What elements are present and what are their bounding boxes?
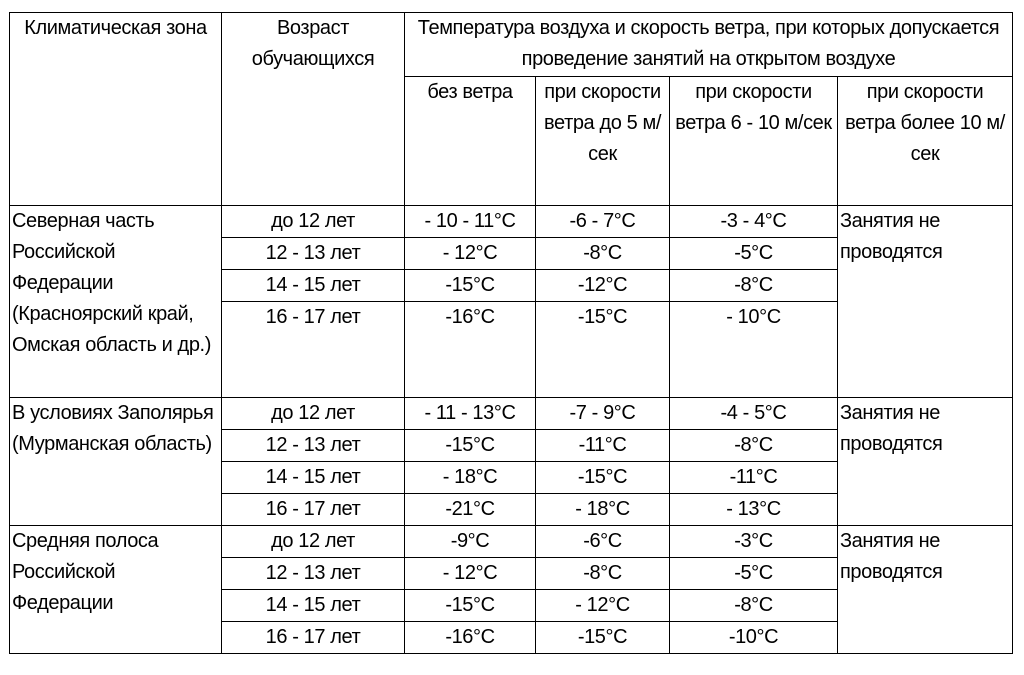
value-wind-to-5: -15°С bbox=[536, 462, 670, 494]
value-wind-6-10: - 13°С bbox=[670, 494, 838, 526]
table-row bbox=[10, 526, 1013, 558]
value-wind-to-5: -6°С bbox=[536, 526, 670, 558]
value-wind-6-10: -8°С bbox=[670, 430, 838, 462]
value-wind-6-10: -11°С bbox=[670, 462, 838, 494]
note-no-classes: Занятия не проводятся bbox=[838, 526, 1013, 654]
value-no-wind: -15°С bbox=[405, 270, 536, 302]
age-cell: до 12 лет bbox=[222, 526, 405, 558]
value-wind-to-5: -7 - 9°С bbox=[536, 398, 670, 430]
value-wind-6-10: -5°С bbox=[670, 558, 838, 590]
value-no-wind: - 18°С bbox=[405, 462, 536, 494]
value-wind-to-5: -15°С bbox=[536, 622, 670, 654]
table-row bbox=[10, 206, 1013, 238]
value-wind-to-5: -12°С bbox=[536, 270, 670, 302]
value-wind-to-5: -8°С bbox=[536, 558, 670, 590]
note-no-classes: Занятия не проводятся bbox=[838, 398, 1013, 526]
value-no-wind: -9°С bbox=[405, 526, 536, 558]
age-cell: 14 - 15 лет bbox=[222, 270, 405, 302]
age-cell: до 12 лет bbox=[222, 206, 405, 238]
value-no-wind: -15°С bbox=[405, 430, 536, 462]
value-no-wind: -21°С bbox=[405, 494, 536, 526]
value-wind-6-10: -3 - 4°С bbox=[670, 206, 838, 238]
age-cell: до 12 лет bbox=[222, 398, 405, 430]
value-no-wind: -16°С bbox=[405, 622, 536, 654]
header-wind-to-5: при скорости ветра до 5 м/сек bbox=[536, 77, 670, 206]
value-no-wind: -15°С bbox=[405, 590, 536, 622]
value-no-wind: - 10 - 11°С bbox=[405, 206, 536, 238]
header-zone: Климатическая зона bbox=[10, 13, 222, 206]
value-wind-6-10: -10°С bbox=[670, 622, 838, 654]
value-wind-to-5: -8°С bbox=[536, 238, 670, 270]
header-wind-over-10: при скорости ветра более 10 м/сек bbox=[838, 77, 1013, 206]
zone-name: В условиях Заполярья (Мурманская область) bbox=[10, 398, 222, 526]
value-no-wind: -16°С bbox=[405, 302, 536, 398]
value-wind-to-5: - 18°С bbox=[536, 494, 670, 526]
value-wind-to-5: - 12°С bbox=[536, 590, 670, 622]
value-wind-6-10: -8°С bbox=[670, 590, 838, 622]
value-no-wind: - 12°С bbox=[405, 558, 536, 590]
age-cell: 16 - 17 лет bbox=[222, 622, 405, 654]
value-wind-6-10: -4 - 5°С bbox=[670, 398, 838, 430]
value-wind-6-10: -3°С bbox=[670, 526, 838, 558]
value-wind-to-5: -6 - 7°С bbox=[536, 206, 670, 238]
header-wind-6-10: при скорости ветра 6 - 10 м/сек bbox=[670, 77, 838, 206]
value-wind-6-10: -5°С bbox=[670, 238, 838, 270]
age-cell: 12 - 13 лет bbox=[222, 558, 405, 590]
header-conditions: Температура воздуха и скорость ветра, при которых допускается проведение занятий на открытом воздухе bbox=[405, 13, 1013, 77]
value-no-wind: - 12°С bbox=[405, 238, 536, 270]
value-wind-to-5: -11°С bbox=[536, 430, 670, 462]
value-wind-6-10: -8°С bbox=[670, 270, 838, 302]
table-row bbox=[10, 398, 1013, 430]
climate-table bbox=[9, 12, 1013, 654]
value-no-wind: - 11 - 13°С bbox=[405, 398, 536, 430]
zone-name: Средняя полоса Российской Федерации bbox=[10, 526, 222, 654]
age-cell: 16 - 17 лет bbox=[222, 302, 405, 398]
age-cell: 14 - 15 лет bbox=[222, 590, 405, 622]
value-wind-to-5: -15°С bbox=[536, 302, 670, 398]
zone-name: Северная часть Российской Федерации (Красноярский край, Омская область и др.) bbox=[10, 206, 222, 398]
header-no-wind: без ветра bbox=[405, 77, 536, 206]
age-cell: 12 - 13 лет bbox=[222, 238, 405, 270]
age-cell: 16 - 17 лет bbox=[222, 494, 405, 526]
age-cell: 12 - 13 лет bbox=[222, 430, 405, 462]
age-cell: 14 - 15 лет bbox=[222, 462, 405, 494]
note-no-classes: Занятия не проводятся bbox=[838, 206, 1013, 398]
value-wind-6-10: - 10°С bbox=[670, 302, 838, 398]
header-age: Возраст обучающихся bbox=[222, 13, 405, 206]
